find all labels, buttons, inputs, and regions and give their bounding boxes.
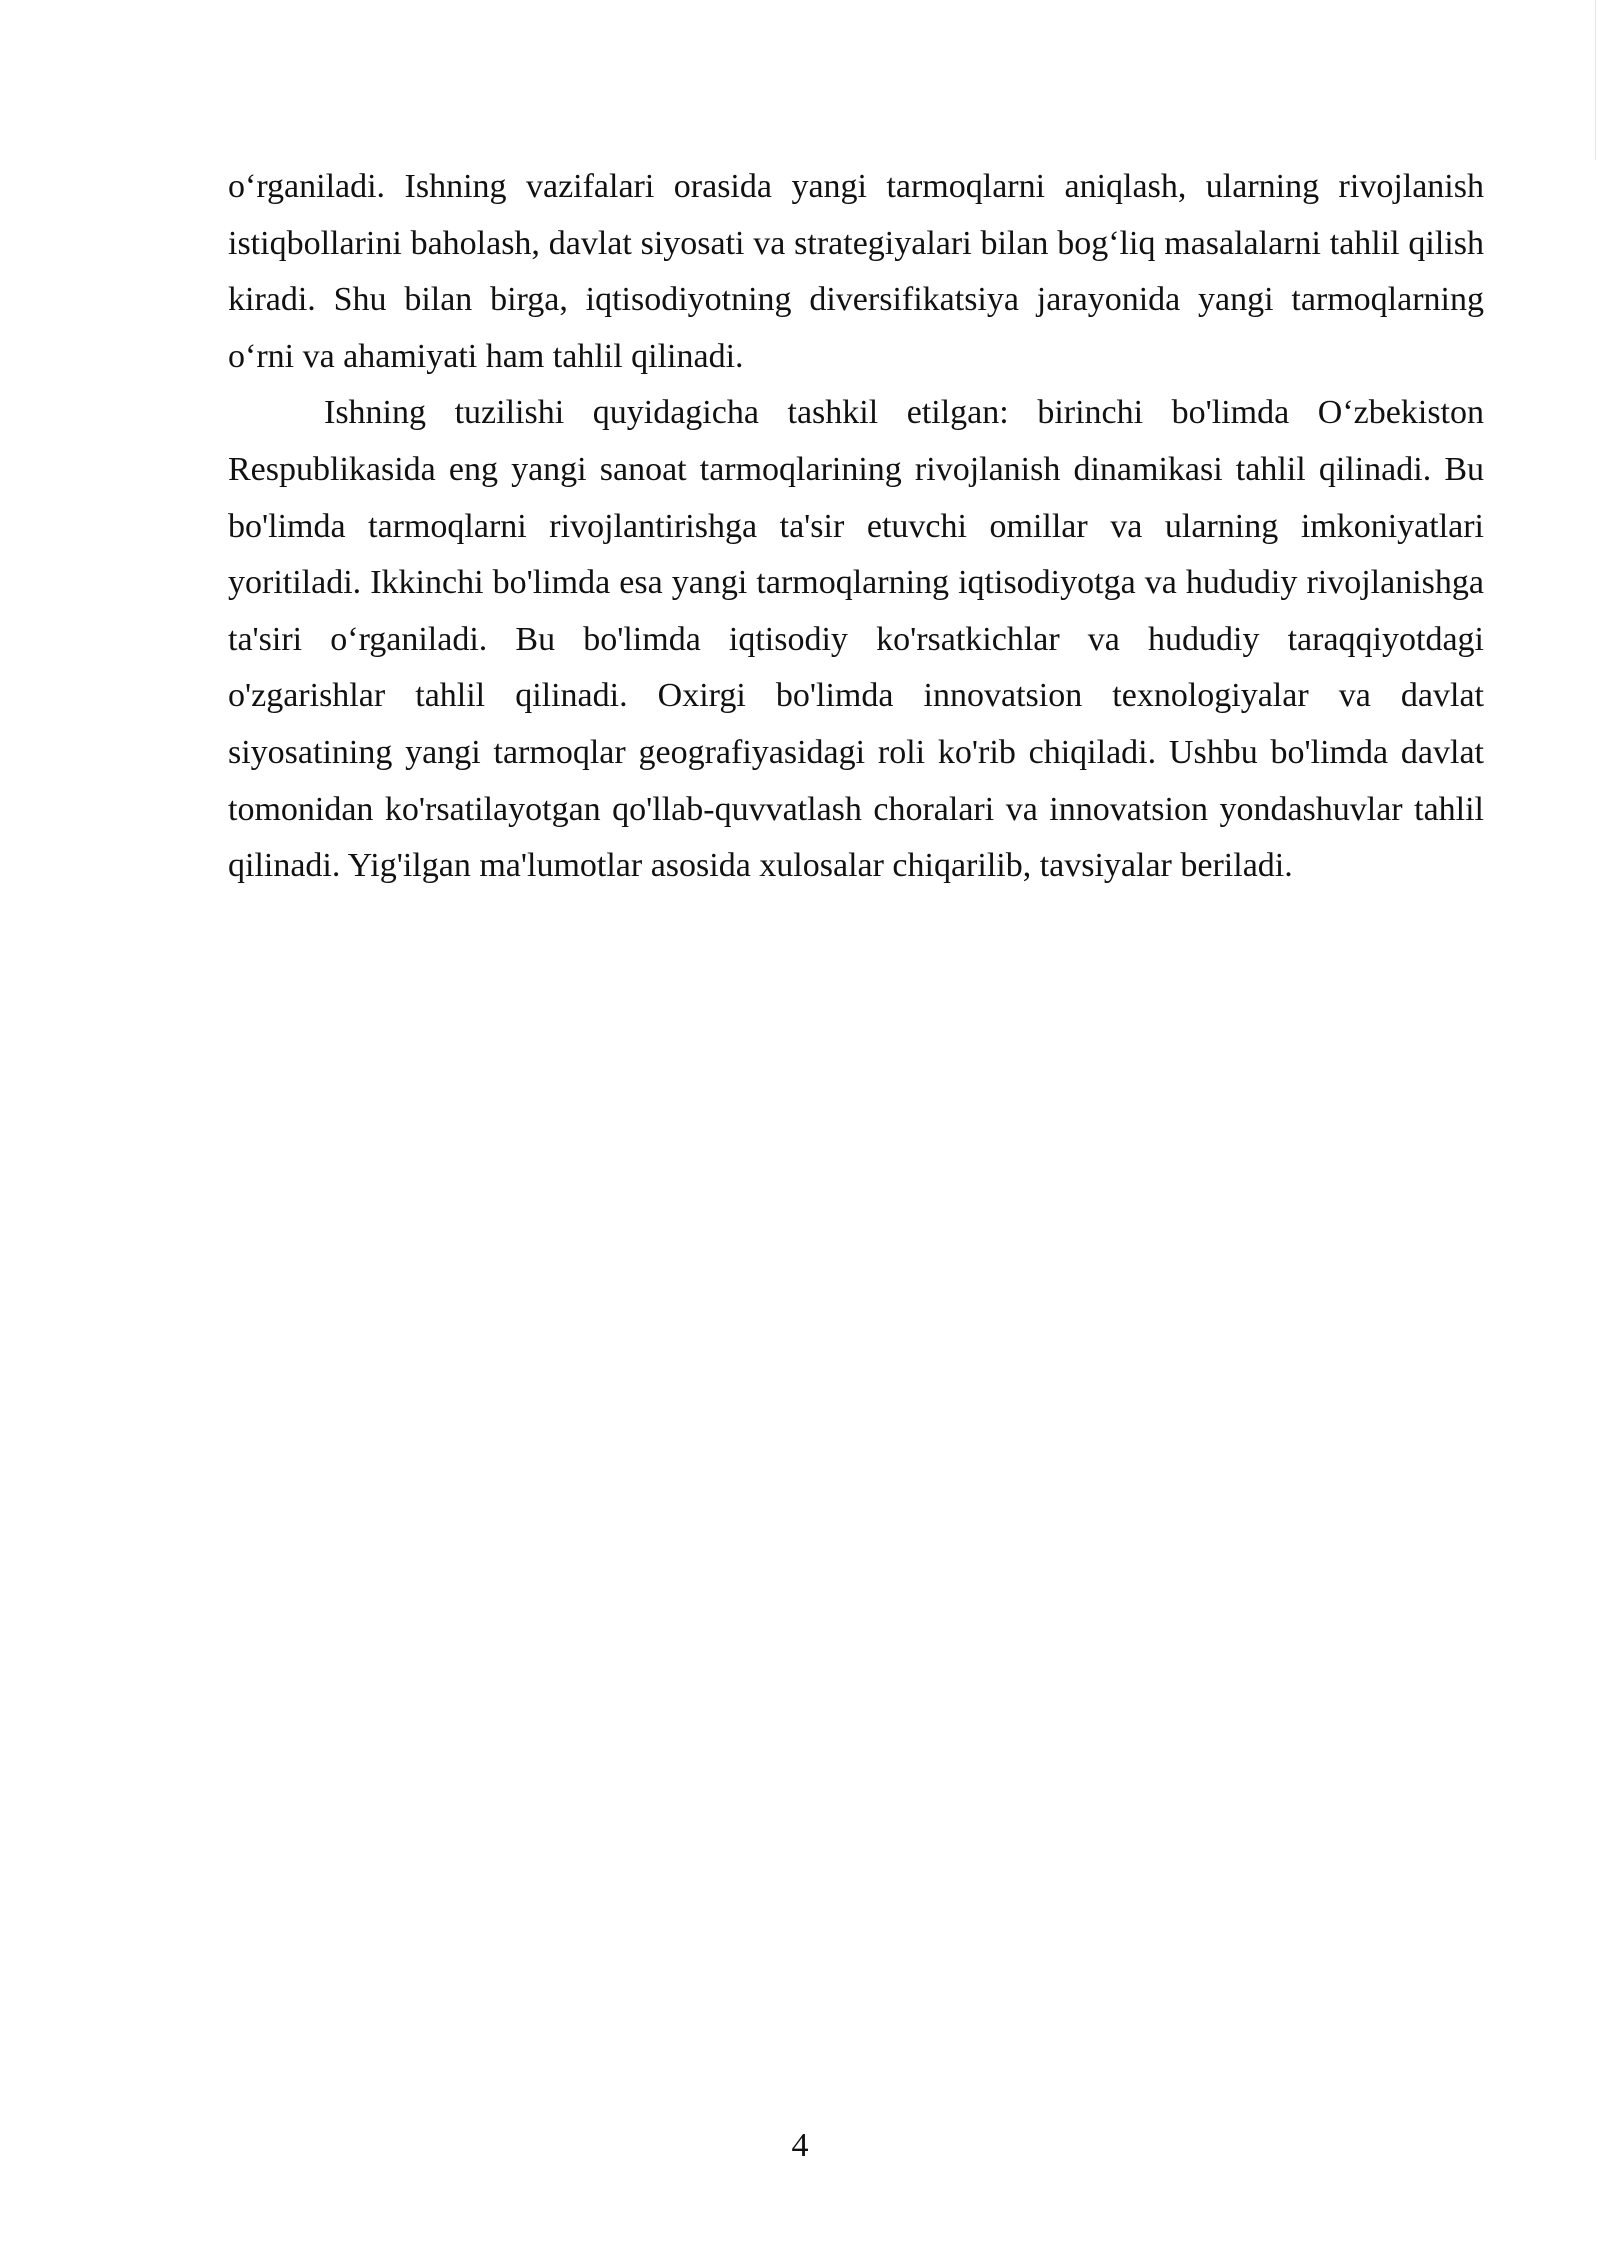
page-edge-line (1595, 0, 1596, 160)
body-text (228, 159, 1484, 895)
page-number: 4 (791, 2127, 809, 2164)
paragraph-structure: Ishning tuzilishi quyidagicha tashkil etilgan: birinchi bo'limda O‘zbekiston Respublikasida eng yangi sanoat tarmoqlarining rivojlanish dinamikasi tahlil qilinadi. Bu bo'limda tarmoqlarni rivojlantirishga ta'sir etuvchi omillar va ularning imkoniyatlari yoritiladi. Ikkinchi bo'limda esa yangi tarmoqlarning iqtisodiyotga va hududiy rivojlanishga ta'siri o‘rganiladi. Bu bo'limda iqtisodiy ko'rsatkichlar va hududiy taraqqiyotdagi o'zgarishlar tahlil qilinadi. Oxirgi bo'limda innovatsion texnologiyalar va davlat siyosatining yangi tarmoqlar geografiyasidagi roli ko'rib chiqiladi. Ushbu bo'limda davlat tomonidan ko'rsatilayotgan qo'llab-quvvatlash choralari va innovatsion yondashuvlar tahlil qilinadi. Yig'ilgan ma'lumotlar asosida xulosalar chiqarilib, tavsiyalar beriladi. (228, 394, 1484, 885)
paragraph-continuation: o‘rganiladi. Ishning vazifalari orasida yangi tarmoqlarni aniqlash, ularning rivojlanish istiqbollarini baholash, davlat siyosati va strategiyalari bilan bog‘liq masalalarni tahlil qilish kiradi. Shu bilan birga, iqtisodiyotning diversifikatsiya jarayonida yangi tarmoqlarning o‘rni va ahamiyati ham tahlil qilinadi. (228, 168, 1484, 375)
